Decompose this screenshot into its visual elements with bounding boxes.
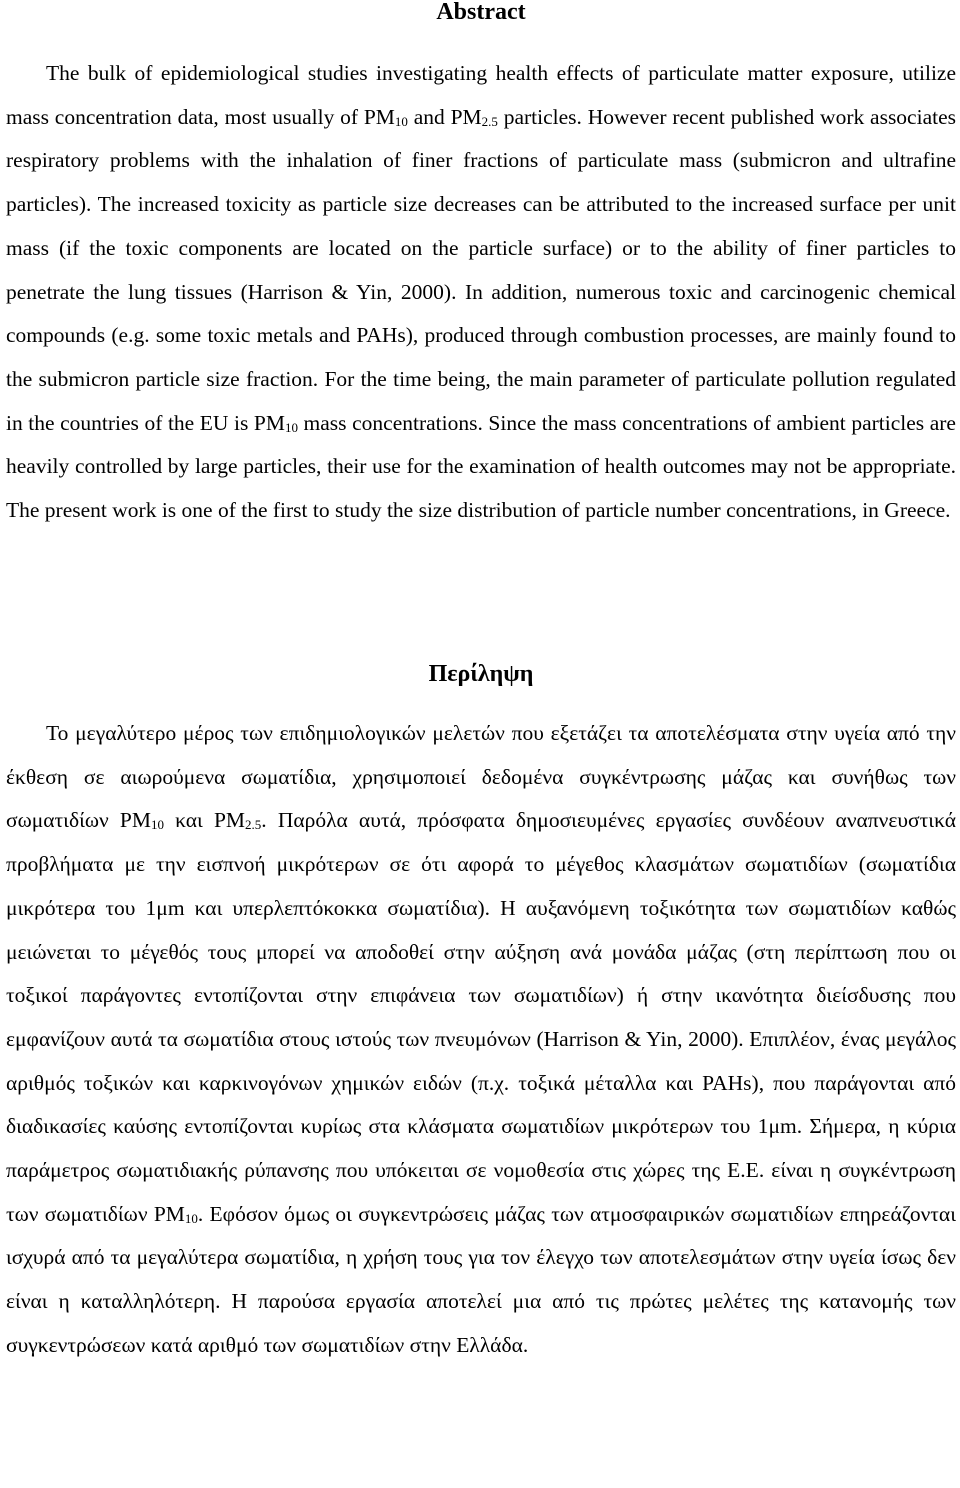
document-page	[6, 0, 956, 1357]
pm10-subscript: 10	[284, 419, 298, 435]
greek-text-part-2: και PM	[163, 808, 246, 833]
greek-text-part-3: . Παρόλα αυτά, πρόσφατα δημοσιευμένες εργασίες συνδέουν αναπνευστικά προβλήματα με την εισπνοή μικρότερων σε ότι αφορά το μέγεθος κλασμάτων σωματιδίων (σωματίδια μικρότερα του 1μm και υπερλεπτόκοκκα σωματίδια). Η αυξανόμενη τοξικότητα των σωματιδίων καθώς μειώνεται το μέγεθός τους μπορεί να αποδοθεί στην αύξηση ανά μονάδα μάζας (στη περίπτωση που οι τοξικοί παράγοντες εντοπίζονται στην επιφάνεια των σωματιδίων) ή στην ικανότητα διείσδυσης που εμφανίζουν αυτά τα σωματίδια στους ιστούς των πνευμόνων (Harrison & Yin, 2000). Επιπλέον, ένας μεγάλος αριθμός τοξικών και καρκινογόνων χημικών ειδών (π.χ. τοξικά μέταλλα και PAHs), που παράγονται από διαδικασίες καύσης εντοπίζονται κυρίως στα κλάσματα σωματιδίων μικρότερων του 1μm. Σήμερα, η κύρια παράμετρος σωματιδιακής ρύπανσης που υπόκειται σε νομοθεσία στις χώρες της Ε.Ε. είναι η συγκέντρωση των σωματιδίων PM	[6, 808, 956, 1226]
abstract-heading: Abstract	[436, 0, 526, 25]
abstract-paragraph	[6, 52, 956, 533]
pm10-subscript: 10	[394, 113, 408, 129]
pm10-subscript: 10	[150, 817, 164, 833]
greek-text-part-1: Το μεγαλύτερο μέρος των επιδημιολογικών μελετών που εξετάζει τα αποτελέσματα στην υγεία από την έκθεση σε αιωρούμενα σωματίδια, χρησιμοποιεί δεδομένα συγκέντρωσης μάζας και συνήθως των σωματιδίων PM	[6, 721, 956, 833]
greek-text-part-4: . Εφόσον όμως οι συγκεντρώσεις μάζας των ατμοσφαιρικών σωματιδίων επηρεάζονται ισχυρά από τα μεγαλύτερα σωματίδια, η χρήση τους για τον έλεγχο των αποτελεσμάτων στην υγεία ίσως δεν είναι η καταλληλότερη. Η παρούσα εργασία αποτελεί μια από τις πρώτες μελέτες της κατανομής των συγκεντρώσεων κατά αριθμό των σωματιδίων στην Ελλάδα.	[6, 1201, 956, 1357]
pm25-subscript: 2.5	[245, 817, 262, 833]
abstract-text-part-2: and PM	[407, 104, 482, 129]
abstract-text-part-4: mass concentrations. Since the mass concentrations of ambient particles are heavily controlled by large particles, their use for the examination of health outcomes may not be appropriate. The present work is one of the first to study the size distribution of particle number concentrations, in Greece.	[6, 410, 956, 523]
greek-abstract-heading: Περίληψη	[428, 661, 534, 687]
greek-abstract-paragraph	[6, 712, 956, 1368]
abstract-text-part-1: The bulk of epidemiological studies investigating health effects of particulate matter exposure, utilize mass concentration data, most usually of PM	[6, 61, 956, 129]
pm10-subscript: 10	[184, 1210, 198, 1226]
pm25-subscript: 2.5	[481, 113, 498, 129]
abstract-text-part-3: particles. However recent published work associates respiratory problems with the inhalation of finer fractions of particulate mass (submicron and ultrafine particles). The increased toxicity as particle size decreases can be attributed to the increased surface per unit mass (if the toxic components are located on the particle surface) or to the ability of finer particles to penetrate the lung tissues (Harrison & Yin, 2000). In addition, numerous toxic and carcinogenic chemical compounds (e.g. some toxic metals and PAHs), produced through combustion processes, are mainly found to the submicron particle size fraction. For the time being, the main parameter of particulate pollution regulated in the countries of the EU is PM	[6, 104, 956, 435]
